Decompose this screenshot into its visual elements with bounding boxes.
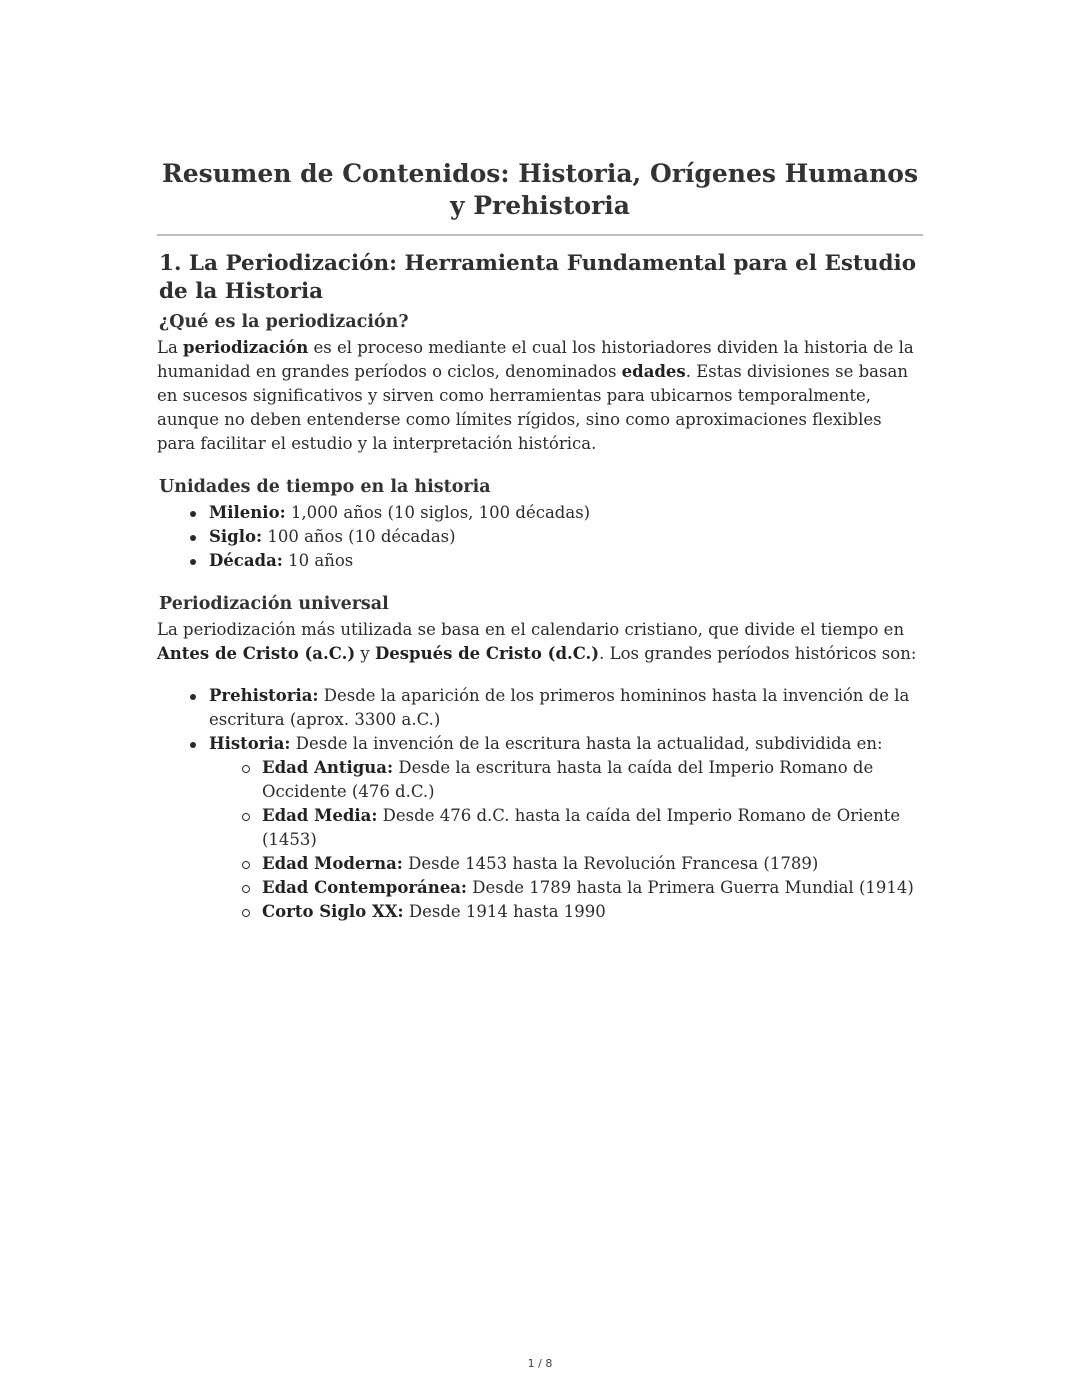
list-item: Corto Siglo XX: Desde 1914 hasta 1990 — [262, 900, 923, 924]
circle-bullet-icon — [242, 813, 250, 821]
list-item: Milenio: 1,000 años (10 siglos, 100 décadas) — [209, 501, 923, 525]
bullet-icon — [190, 742, 196, 748]
periods-list — [157, 684, 923, 924]
list-item: Década: 10 años — [209, 549, 923, 573]
circle-bullet-icon — [242, 885, 250, 893]
page-number: 1 / 8 — [527, 1357, 553, 1370]
bullet-icon — [190, 694, 196, 700]
list-item: Edad Contemporánea: Desde 1789 hasta la Primera Guerra Mundial (1914) — [262, 876, 923, 900]
subsection-heading-universal: Periodización universal — [159, 594, 389, 614]
bullet-icon — [190, 535, 196, 541]
section-heading: 1. La Periodización: Herramienta Fundamental para el Estudio de la Historia — [159, 251, 917, 304]
list-item: Siglo: 100 años (10 décadas) — [209, 525, 923, 549]
bullet-icon — [190, 511, 196, 517]
circle-bullet-icon — [242, 861, 250, 869]
circle-bullet-icon — [242, 765, 250, 773]
list-item-prehistoria: Prehistoria: Desde la aparición de los primeros homininos hasta la invención de la escritura (aprox. 3300 a.C.) — [209, 684, 923, 732]
periodization-paragraph: La periodización es el proceso mediante el cual los historiadores dividen la historia de la humanidad en grandes períodos o ciclos, denominados edades. Estas divisiones se basan en sucesos significativos y sirven como herramientas para ubicarnos temporalmente, aunque no deben entenderse como límites rígidos, sino como aproximaciones flexibles para facilitar el estudio y la interpretación histórica. — [157, 338, 914, 453]
bullet-icon — [190, 559, 196, 565]
subsection-heading-what: ¿Qué es la periodización? — [159, 312, 409, 332]
circle-bullet-icon — [242, 909, 250, 917]
universal-paragraph: La periodización más utilizada se basa en el calendario cristiano, que divide el tiempo en Antes de Cristo (a.C.) y Después de Cristo (d.C.). Los grandes períodos históricos son: — [157, 620, 917, 663]
list-item: Edad Antigua: Desde la escritura hasta la caída del Imperio Romano de Occidente (476 d.C.) — [262, 756, 923, 804]
subsection-heading-units: Unidades de tiempo en la historia — [159, 477, 491, 497]
units-list — [157, 501, 923, 573]
list-item: Edad Media: Desde 476 d.C. hasta la caída del Imperio Romano de Oriente (1453) — [262, 804, 923, 852]
list-item: Edad Moderna: Desde 1453 hasta la Revolución Francesa (1789) — [262, 852, 923, 876]
document-title: Resumen de Contenidos: Historia, Orígenes Humanos y Prehistoria — [157, 158, 923, 236]
ages-list — [209, 756, 923, 924]
document-page — [157, 158, 923, 924]
list-item-historia: Historia: Desde la invención de la escritura hasta la actualidad, subdividida en: Edad Antigua: Desde la escritura hasta la caída del Imperio Romano de Occidente (476 d.C.) Edad Media: Desde 476 d.C. hasta la caída del Imperio Romano de Oriente (1453) Edad Moderna: Desde 1453 hasta la Revolución Francesa (1789) Edad Contemporánea: Desde 1789 hasta la Primera Guerra Mundial (1914) Corto Siglo XX: Desde 1914 hasta 1990 — [209, 732, 923, 924]
